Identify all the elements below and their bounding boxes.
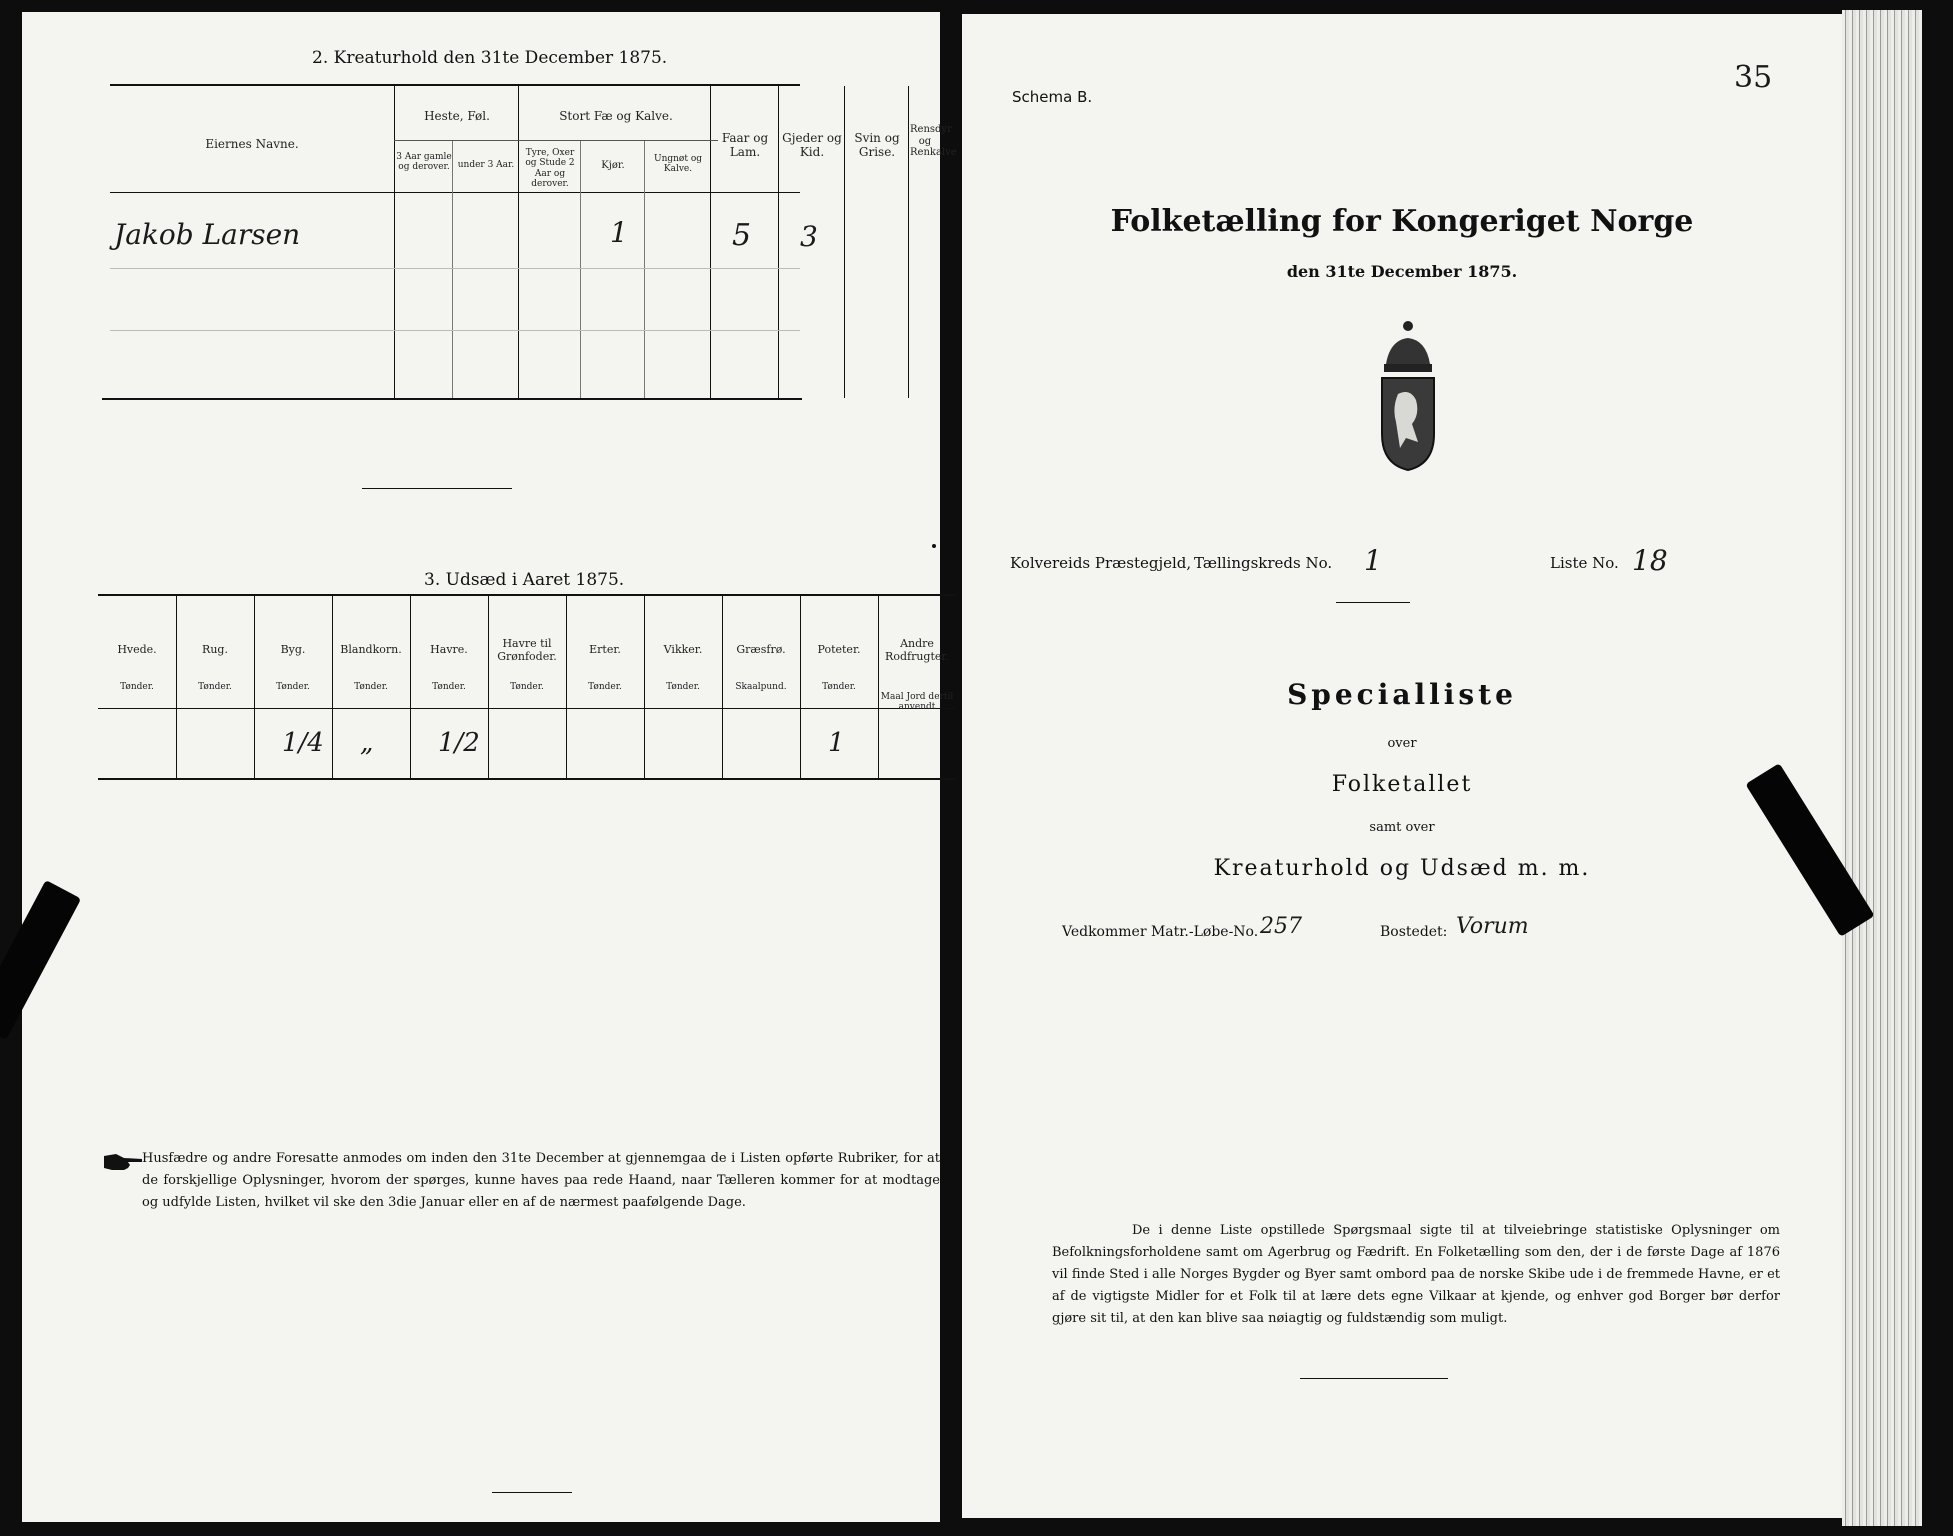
- udsaed-col-divider: [878, 596, 879, 778]
- left-page: [22, 12, 957, 1522]
- udsaed-unit: Skaalpund.: [735, 682, 787, 692]
- udsaed-unit: Tønder.: [432, 682, 466, 692]
- udsaed-unit: Tønder.: [198, 682, 232, 692]
- udsaed-header: Byg.: [280, 643, 306, 656]
- col-pigs: Svin og Grise.: [854, 131, 900, 159]
- goats-value: 3: [800, 220, 818, 253]
- udsaed-header: Vikker.: [663, 643, 703, 656]
- udsaed-header: Havre.: [430, 643, 468, 656]
- right-page: [962, 14, 1842, 1518]
- udsaed-header: Andre Rodfrugter.: [885, 637, 949, 663]
- udsaed-value: 1: [828, 728, 845, 758]
- udsaed-header: Rug.: [202, 643, 228, 656]
- udsaed-header: Erter.: [589, 643, 621, 656]
- col-cattle-a: Tyre, Oxer og Stude 2 Aar og derover.: [525, 148, 575, 190]
- info-paragraph: De i denne Liste opstillede Spørgsmaal sigte til at tilveiebringe statistiske Oplysninger om Befolkningsforholdene samt om Agerbrug og Fædrift. En Folketælling som den, der i de første Dage af 1876 vil finde Sted i alle Norges Bygder og Byer samt ombord paa de norske Skibe ude i de fremmede Havne, er et af de vigtigste Midler for et Folk til at lære dets egne Vilkaar at kjende, og enhver god Borger bør derfor gjøre sit til, at den kan blive saa nøiagtig og fuldstændig som muligt.: [1052, 1223, 1780, 1326]
- col-reindeer: Rensdyr og Renkalve: [910, 124, 957, 158]
- udsaed-unit: Tønder.: [510, 682, 544, 692]
- samt-over-text: samt over: [1369, 820, 1435, 835]
- udsaed-value: 1/2: [438, 728, 480, 758]
- udsaed-unit: Tønder.: [666, 682, 700, 692]
- col-cattle-c: Ungnøt og Kalve.: [653, 154, 702, 175]
- udsaed-header: Havre til Grønfoder.: [497, 637, 557, 663]
- section2-title: 2. Kreaturhold den 31te December 1875.: [312, 48, 668, 68]
- col-goats: Gjeder og Kid.: [782, 131, 842, 159]
- cows-value: 1: [610, 216, 628, 249]
- special-title: Specialliste: [1287, 678, 1517, 711]
- udsaed-header: Græsfrø.: [736, 643, 786, 656]
- udsaed-unit: Tønder.: [588, 682, 622, 692]
- col-sheep: Faar og Lam.: [721, 131, 769, 159]
- parish-label: Kolvereids Præstegjeld,: [1010, 554, 1192, 572]
- udsaed-unit: Tønder.: [822, 682, 856, 692]
- coat-of-arms-icon: [1376, 314, 1440, 474]
- section3-title: 3. Udsæd i Aaret 1875.: [424, 570, 625, 590]
- matr-label: Vedkommer Matr.-Løbe-No.: [1062, 924, 1259, 940]
- bosted-value: Vorum: [1456, 914, 1529, 939]
- list-value: 18: [1632, 544, 1668, 577]
- matr-value: 257: [1260, 914, 1302, 939]
- list-label: Liste No.: [1550, 554, 1619, 572]
- kreaturhold-text: Kreaturhold og Udsæd m. m.: [1213, 856, 1591, 881]
- udsaed-unit: Tønder.: [276, 682, 310, 692]
- pointing-hand-icon: [102, 1150, 144, 1174]
- sheep-value: 5: [732, 218, 752, 253]
- owner-name: Jakob Larsen: [114, 218, 301, 251]
- page-number: 35: [1734, 60, 1773, 95]
- bosted-label: Bostedet:: [1380, 924, 1448, 940]
- district-value: 1: [1364, 544, 1382, 577]
- title-date: den 31te December 1875.: [1286, 262, 1518, 281]
- col-owner: Eiernes Navne.: [205, 137, 299, 151]
- col-horses-b: under 3 Aar.: [457, 160, 515, 170]
- col-horses-a: 3 Aar gamle og derover.: [396, 152, 452, 173]
- over-text: over: [1387, 736, 1417, 751]
- udsaed-header: Hvede.: [117, 643, 157, 656]
- udsaed-header: Poteter.: [817, 643, 861, 656]
- schema-label: Schema B.: [1012, 88, 1093, 106]
- col-horses: Heste, Føl.: [424, 109, 490, 123]
- col-cattle: Stort Fæ og Kalve.: [559, 109, 673, 123]
- udsaed-unit: Maal Jord dertil anvendt: [880, 692, 954, 713]
- udsaed-unit: Tønder.: [120, 682, 154, 692]
- notice-text: Husfædre og andre Foresatte anmodes om inden den 31te December at gjennemgaa de i Listen opførte Rubriker, for at de forskjellige Oplysninger, hvorom der spørges, kunne haves paa rede Haand, naar Tælleren kommer for at modtage og udfylde Listen, hvilket vil ske den 3die Januar eller en af de nærmest paafølgende Dage.: [142, 1151, 940, 1210]
- udsaed-unit: Tønder.: [354, 682, 388, 692]
- district-label: Tællingskreds No.: [1194, 554, 1333, 572]
- udsaed-value: 1/4: [282, 728, 324, 758]
- col-cattle-b: Kjør.: [601, 160, 625, 171]
- page-stack-edge: [1842, 10, 1922, 1526]
- folketallet-text: Folketallet: [1331, 772, 1473, 797]
- udsaed-value: „: [360, 728, 374, 758]
- udsaed-header: Blandkorn.: [340, 643, 402, 656]
- main-title: Folketælling for Kongeriget Norge: [1110, 204, 1694, 239]
